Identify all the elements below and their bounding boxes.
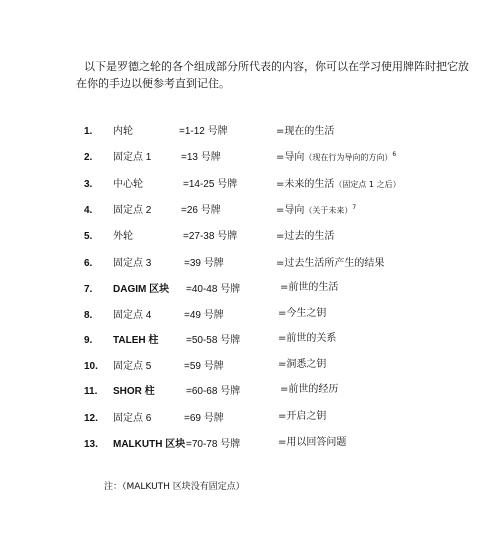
row-number: 8. <box>84 310 93 321</box>
row-meaning <box>276 203 356 219</box>
row-meaning-text: =今生之钥 <box>278 308 327 319</box>
table-row <box>0 411 500 427</box>
footnote-marker: 6 <box>392 151 397 158</box>
row-meaning <box>278 357 326 373</box>
row-meaning-text: =过去生活所产生的结果 <box>276 258 385 269</box>
row-meaning <box>280 280 338 296</box>
row-meaning <box>278 435 346 451</box>
row-meaning-note: （关于未来） <box>304 206 353 215</box>
row-card-range: =39 号牌 <box>184 258 224 269</box>
row-component-name: 固定点 1 <box>113 152 152 163</box>
row-component-name: MALKUTH 区块 <box>113 439 186 450</box>
table-row <box>0 229 500 245</box>
row-meaning-text: =未来的生活 <box>276 179 335 190</box>
row-component-name: 外轮 <box>113 231 133 242</box>
row-component-name: 内轮 <box>113 126 133 137</box>
intro-paragraph: 以下是罗德之轮的各个组成部分所代表的内容，你可以在学习使用牌阵时把它放在你的手边以便参考直到记住。 <box>76 60 469 90</box>
footnote: 注：（MALKUTH 区块没有固定点） <box>104 482 245 492</box>
table-row <box>0 384 500 400</box>
row-card-range: =70-78 号牌 <box>186 439 241 450</box>
row-card-range: =59 号牌 <box>184 361 224 372</box>
row-meaning-note: （固定点 1 之后） <box>334 180 401 189</box>
row-number: 4. <box>84 205 93 216</box>
row-meaning-text: =洞悉之钥 <box>278 359 327 370</box>
row-meaning <box>276 177 401 193</box>
table-row <box>0 256 500 272</box>
row-meaning-note: （现在行为导向的方向） <box>304 153 393 162</box>
row-meaning-text: =导向 <box>276 205 305 216</box>
table-row <box>0 333 500 349</box>
row-card-range: =27-38 号牌 <box>183 231 238 242</box>
row-card-range: =60-68 号牌 <box>186 386 241 397</box>
row-meaning <box>280 382 338 398</box>
row-meaning-text: =前世的关系 <box>278 333 337 344</box>
row-component-name: DAGIM 区块 <box>113 284 170 295</box>
row-component-name: TALEH 柱 <box>113 335 159 346</box>
row-number: 13. <box>84 439 98 450</box>
footnote-marker: 7 <box>352 204 357 211</box>
row-number: 6. <box>84 258 93 269</box>
row-meaning <box>276 150 396 166</box>
row-card-range: =69 号牌 <box>184 413 224 424</box>
row-card-range: =14-25 号牌 <box>183 179 238 190</box>
table-row <box>0 203 500 219</box>
table-row <box>0 124 500 140</box>
row-component-name: 中心轮 <box>113 179 143 190</box>
row-number: 11. <box>84 386 98 397</box>
row-number: 7. <box>84 284 93 295</box>
row-meaning <box>276 256 384 272</box>
row-card-range: =50-58 号牌 <box>186 335 241 346</box>
row-component-name: 固定点 4 <box>113 310 152 321</box>
row-meaning <box>278 331 336 347</box>
row-number: 1. <box>84 126 93 137</box>
row-meaning <box>278 306 326 322</box>
table-row <box>0 437 500 453</box>
row-meaning-text: =用以回答问题 <box>278 437 347 448</box>
row-meaning-text: =前世的经历 <box>280 384 339 395</box>
row-number: 3. <box>84 179 93 190</box>
row-meaning-text: =现在的生活 <box>276 126 335 137</box>
row-number: 5. <box>84 231 93 242</box>
row-meaning <box>276 229 334 245</box>
row-component-name: 固定点 3 <box>113 258 152 269</box>
row-card-range: =13 号牌 <box>181 152 221 163</box>
row-meaning-text: =前世的生活 <box>280 282 339 293</box>
row-component-name: 固定点 6 <box>113 413 152 424</box>
row-component-name: 固定点 5 <box>113 361 152 372</box>
table-row <box>0 282 500 298</box>
row-meaning-text: =导向 <box>276 152 305 163</box>
table-row <box>0 150 500 166</box>
row-component-name: 固定点 2 <box>113 205 152 216</box>
table-row <box>0 308 500 324</box>
row-number: 12. <box>84 413 98 424</box>
table-row <box>0 177 500 193</box>
row-meaning <box>278 409 326 425</box>
row-component-name: SHOR 柱 <box>113 386 155 397</box>
row-card-range: =40-48 号牌 <box>186 284 241 295</box>
table-row <box>0 359 500 375</box>
row-meaning <box>276 124 334 140</box>
row-card-range: =26 号牌 <box>181 205 221 216</box>
row-number: 10. <box>84 361 98 372</box>
row-card-range: =49 号牌 <box>184 310 224 321</box>
row-meaning-text: =过去的生活 <box>276 231 335 242</box>
row-number: 9. <box>84 335 93 346</box>
row-meaning-text: =开启之钥 <box>278 411 327 422</box>
row-number: 2. <box>84 152 93 163</box>
row-card-range: =1-12 号牌 <box>179 126 228 137</box>
